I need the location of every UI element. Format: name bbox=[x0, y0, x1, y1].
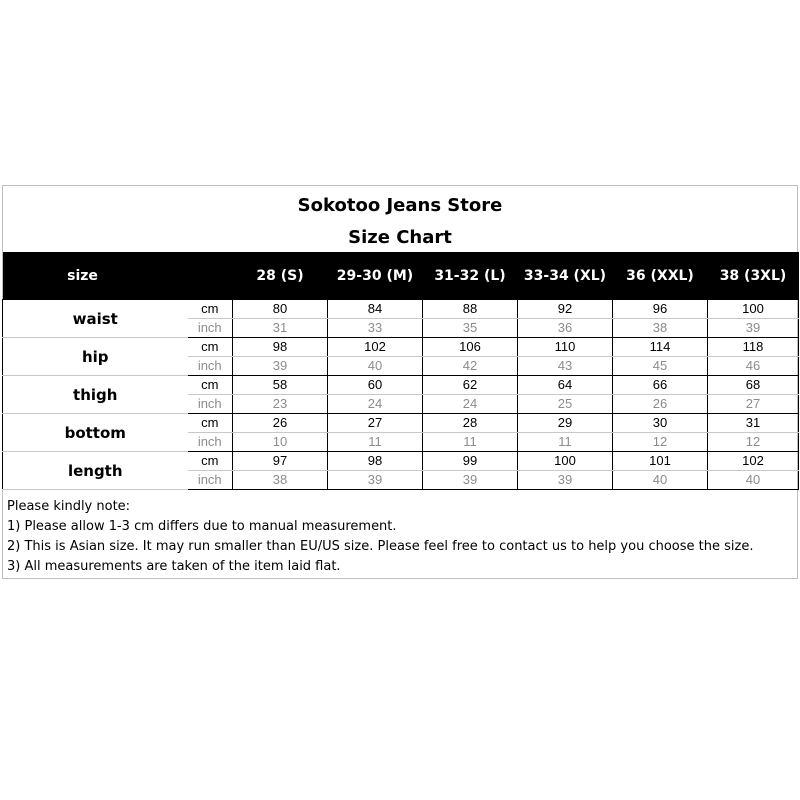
unit-cm: cm bbox=[188, 300, 233, 319]
cell: 28 bbox=[423, 414, 518, 433]
unit-cm: cm bbox=[188, 414, 233, 433]
cell: 114 bbox=[613, 338, 708, 357]
size-col-header: 38 (3XL) bbox=[708, 252, 799, 300]
cell: 102 bbox=[708, 452, 799, 471]
cell: 35 bbox=[423, 319, 518, 338]
cell: 39 bbox=[328, 471, 423, 490]
cell: 45 bbox=[613, 357, 708, 376]
cell: 31 bbox=[708, 414, 799, 433]
cell: 38 bbox=[613, 319, 708, 338]
cell: 99 bbox=[423, 452, 518, 471]
cell: 46 bbox=[708, 357, 799, 376]
cell: 84 bbox=[328, 300, 423, 319]
chart-title: Size Chart bbox=[348, 227, 452, 248]
notes-heading: Please kindly note: bbox=[7, 499, 131, 514]
cell: 12 bbox=[708, 433, 799, 452]
cell: 58 bbox=[233, 376, 328, 395]
cell: 40 bbox=[708, 471, 799, 490]
cell: 66 bbox=[613, 376, 708, 395]
cell: 110 bbox=[518, 338, 613, 357]
notes bbox=[7, 497, 797, 577]
cell: 38 bbox=[233, 471, 328, 490]
cell: 62 bbox=[423, 376, 518, 395]
cell: 40 bbox=[613, 471, 708, 490]
size-col-header: 36 (XXL) bbox=[613, 252, 708, 300]
cell: 100 bbox=[518, 452, 613, 471]
table-row bbox=[3, 376, 799, 395]
table-row bbox=[3, 338, 799, 357]
cell: 39 bbox=[708, 319, 799, 338]
cell: 12 bbox=[613, 433, 708, 452]
unit-cm: cm bbox=[188, 452, 233, 471]
cell: 88 bbox=[423, 300, 518, 319]
table-row bbox=[3, 452, 799, 471]
unit-inch: inch bbox=[188, 357, 233, 376]
cell: 43 bbox=[518, 357, 613, 376]
cell: 33 bbox=[328, 319, 423, 338]
cell: 11 bbox=[423, 433, 518, 452]
cell: 31 bbox=[233, 319, 328, 338]
cell: 98 bbox=[233, 338, 328, 357]
cell: 27 bbox=[328, 414, 423, 433]
cell: 106 bbox=[423, 338, 518, 357]
cell: 24 bbox=[328, 395, 423, 414]
cell: 92 bbox=[518, 300, 613, 319]
measure-label: waist bbox=[3, 300, 188, 338]
cell: 11 bbox=[328, 433, 423, 452]
size-col-header: 29-30 (M) bbox=[328, 252, 423, 300]
header-row bbox=[3, 252, 799, 300]
cell: 39 bbox=[233, 357, 328, 376]
unit-cm: cm bbox=[188, 376, 233, 395]
size-chart bbox=[2, 185, 798, 579]
cell: 26 bbox=[233, 414, 328, 433]
measure-label: hip bbox=[3, 338, 188, 376]
cell: 39 bbox=[423, 471, 518, 490]
cell: 40 bbox=[328, 357, 423, 376]
size-col-header: 33-34 (XL) bbox=[518, 252, 613, 300]
cell: 97 bbox=[233, 452, 328, 471]
cell: 27 bbox=[708, 395, 799, 414]
note-item: 1) Please allow 1-3 cm differs due to manual measurement. bbox=[7, 519, 397, 534]
unit-inch: inch bbox=[188, 433, 233, 452]
measure-label: bottom bbox=[3, 414, 188, 452]
cell: 68 bbox=[708, 376, 799, 395]
cell: 36 bbox=[518, 319, 613, 338]
unit-inch: inch bbox=[188, 319, 233, 338]
cell: 10 bbox=[233, 433, 328, 452]
cell: 11 bbox=[518, 433, 613, 452]
cell: 101 bbox=[613, 452, 708, 471]
note-item: 2) This is Asian size. It may run smaller than EU/US size. Please feel free to contact us to help you choose the size. bbox=[7, 539, 754, 554]
unit-cm: cm bbox=[188, 338, 233, 357]
measure-label: length bbox=[3, 452, 188, 490]
cell: 26 bbox=[613, 395, 708, 414]
cell: 96 bbox=[613, 300, 708, 319]
cell: 60 bbox=[328, 376, 423, 395]
cell: 80 bbox=[233, 300, 328, 319]
cell: 30 bbox=[613, 414, 708, 433]
table-row bbox=[3, 414, 799, 433]
cell: 23 bbox=[233, 395, 328, 414]
size-col-header: 31-32 (L) bbox=[423, 252, 518, 300]
size-header: size bbox=[3, 252, 233, 300]
cell: 42 bbox=[423, 357, 518, 376]
cell: 24 bbox=[423, 395, 518, 414]
cell: 64 bbox=[518, 376, 613, 395]
store-title: Sokotoo Jeans Store bbox=[297, 195, 503, 216]
title-block bbox=[3, 186, 797, 252]
unit-inch: inch bbox=[188, 395, 233, 414]
measure-label: thigh bbox=[3, 376, 188, 414]
note-item: 3) All measurements are taken of the item laid flat. bbox=[7, 559, 341, 574]
size-col-header: 28 (S) bbox=[233, 252, 328, 300]
unit-inch: inch bbox=[188, 471, 233, 490]
cell: 25 bbox=[518, 395, 613, 414]
cell: 118 bbox=[708, 338, 799, 357]
size-table bbox=[2, 252, 799, 490]
cell: 98 bbox=[328, 452, 423, 471]
cell: 100 bbox=[708, 300, 799, 319]
table-row bbox=[3, 300, 799, 319]
cell: 39 bbox=[518, 471, 613, 490]
cell: 102 bbox=[328, 338, 423, 357]
cell: 29 bbox=[518, 414, 613, 433]
